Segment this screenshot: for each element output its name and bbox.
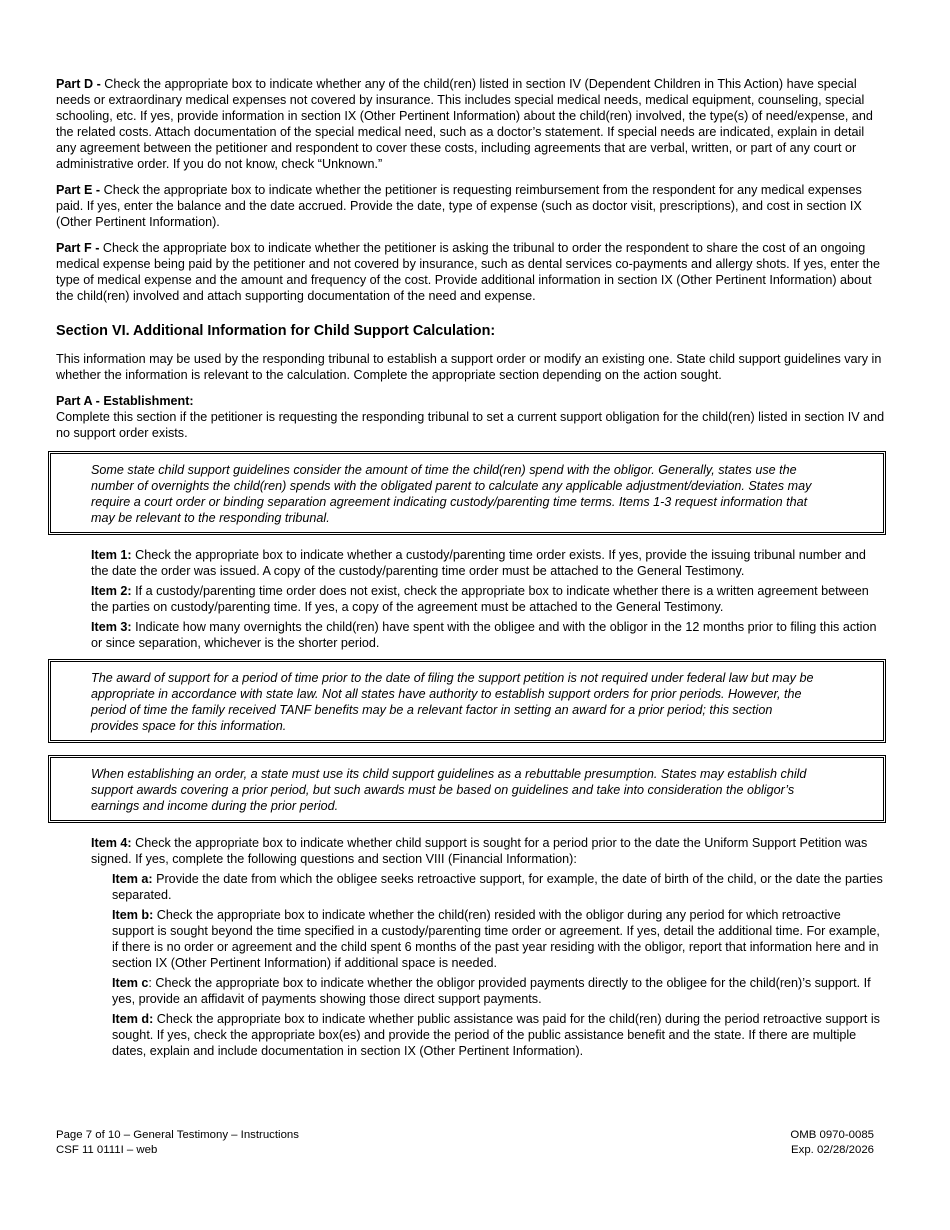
footer-left xyxy=(56,1128,299,1158)
item-1-text: Check the appropriate box to indicate whether a custody/parenting time order exists. If yes, provide the issuing tribunal number and the date the order was issued. A copy of the custody/parenting time order must be attached to the General Testimony. xyxy=(91,548,866,578)
guidelines-text: When establishing an order, a state must use its child support guidelines as a rebuttable presumption. States may establish child support awards covering a prior period, but such awards must be based on guidelines and take into consideration the obligor’s earnings and income during the prior period. xyxy=(91,767,807,813)
item-c xyxy=(112,975,886,1007)
prior-period-text: The award of support for a period of time prior to the date of filing the support petition is not required under federal law but may be appropriate in accordance with state law. Not all states have authority to establish support orders for prior periods. However, the period of time the family received TANF benefits may be a relevant factor in setting an award for a prior period; this section provides space for this information. xyxy=(91,671,814,733)
item-b xyxy=(112,907,886,971)
footer-right xyxy=(790,1128,874,1158)
item-2 xyxy=(91,583,886,615)
item-c-label: Item c xyxy=(112,976,149,990)
item-d-text: Check the appropriate box to indicate whether public assistance was paid for the child(ren) during the period retroactive support is sought. If yes, check the appropriate box(es) and provide the period of the public assistance benefit and the state. If there are multiple dates, explain and include documentation in section IX (Other Pertinent Information). xyxy=(112,1012,880,1058)
footer-form-id: CSF 11 0111I – web xyxy=(56,1144,158,1156)
part-f-text: Check the appropriate box to indicate whether the petitioner is asking the tribunal to order the respondent to share the cost of an ongoing medical expense being paid by the petitioner and not covered by insurance, such as dental services co-payments and allergy shots. If yes, enter the type of medical expense and the amount and frequency of the cost. Provide additional information in section IX (Other Pertinent Information) about the child(ren) involved and attach supporting documentation of the need and expense. xyxy=(56,241,880,303)
custody-guidance-box xyxy=(48,451,886,535)
part-e-paragraph xyxy=(56,182,886,230)
item-1 xyxy=(91,547,886,579)
part-f-label: Part F - xyxy=(56,241,100,255)
item-a xyxy=(112,871,886,903)
item-4-text: Check the appropriate box to indicate whether child support is sought for a period prior to the date the Uniform Support Petition was signed. If yes, complete the following questions and section VIII (Financial Information): xyxy=(91,836,868,866)
item-d-label: Item d: xyxy=(112,1012,154,1026)
part-d-paragraph xyxy=(56,76,886,172)
item-4-label: Item 4: xyxy=(91,836,132,850)
item-a-text: Provide the date from which the obligee seeks retroactive support, for example, the date of birth of the child, or the date the parties separated. xyxy=(112,872,883,902)
footer-omb-number: OMB 0970-0085 xyxy=(790,1129,874,1141)
item-4 xyxy=(91,835,886,867)
part-f-paragraph xyxy=(56,240,886,304)
custody-guidance-text: Some state child support guidelines consider the amount of time the child(ren) spend with the obligor. Generally, states use the number of overnights the child(ren) spends with the obligated parent to calculate any applicable adjustment/deviation. States may require a court order or binding separation agreement indicating custody/parenting time terms. Items 1-3 request information that may be relevant to the responding tribunal. xyxy=(91,463,812,525)
guidelines-box xyxy=(48,755,886,823)
item-2-text: If a custody/parenting time order does not exist, check the appropriate box to indicate whether there is a written agreement between the parties on custody/parenting time. If yes, a copy of the agreement must be attached to the General Testimony. xyxy=(91,584,869,614)
item-a-label: Item a: xyxy=(112,872,153,886)
part-d-text: Check the appropriate box to indicate whether any of the child(ren) listed in section IV (Dependent Children in This Action) have special needs or extraordinary medical expenses not covered by insurance. This includes special medical needs, medical equipment, counseling, special schooling, etc. If yes, provide information in section IX (Other Pertinent Information) about the child(ren) involved, the type(s) of need/expense, and the related costs. Attach documentation of the special medical need, such as a doctor’s statement. If special needs are indicated, explain in detail any agreement between the petitioner and respondent to cover these costs, including agreements that are verbal, written, or part of any court or administrative order. If you do not know, check “Unknown.” xyxy=(56,77,873,171)
part-a-heading: Part A - Establishment: xyxy=(56,394,194,408)
prior-period-box xyxy=(48,659,886,743)
item-b-label: Item b: xyxy=(112,908,154,922)
item-1-label: Item 1: xyxy=(91,548,132,562)
item-3 xyxy=(91,619,886,651)
item-3-text: Indicate how many overnights the child(ren) have spent with the obligee and with the obligor in the 12 months prior to filing this action or since separation, whichever is the shorter period. xyxy=(91,620,877,650)
part-a-intro: Complete this section if the petitioner is requesting the responding tribunal to set a current support obligation for the child(ren) listed in section IV and no support order exists. xyxy=(56,410,885,440)
section-vi-heading: Section VI. Additional Information for Child Support Calculation: xyxy=(56,323,496,339)
section-vi-intro: This information may be used by the responding tribunal to establish a support order or modify an existing one. State child support guidelines vary in whether the information is relevant to the calculation. Complete the appropriate section depending on the action sought. xyxy=(56,352,882,382)
item-c-text: : Check the appropriate box to indicate whether the obligor provided payments directly to the obligee for the child(ren)’s support. If yes, provide an affidavit of payments showing those direct support payments. xyxy=(112,976,871,1006)
part-e-text: Check the appropriate box to indicate whether the petitioner is requesting reimbursement from the respondent for any medical expenses paid. If yes, enter the balance and the date accrued. Provide the date, type of expense (such as doctor visit, prescriptions), and cost in section IX (Other Pertinent Information). xyxy=(56,183,862,229)
item-3-label: Item 3: xyxy=(91,620,132,634)
footer-page-number: Page 7 of 10 – General Testimony – Instructions xyxy=(56,1129,299,1141)
part-e-label: Part E - xyxy=(56,183,101,197)
item-2-label: Item 2: xyxy=(91,584,132,598)
part-d-label: Part D - xyxy=(56,77,101,91)
item-b-text: Check the appropriate box to indicate whether the child(ren) resided with the obligor during any period for which retroactive support is sought beyond the time specified in a custody/parenting time order or agreement. If yes, detail the additional time. For example, if there is no order or agreement and the child spent 6 months of the past year residing with the obligor, report that information here and in section IX (Other Pertinent Information) if additional space is needed. xyxy=(112,908,880,970)
document-body xyxy=(56,76,886,1063)
item-d xyxy=(112,1011,886,1059)
footer-expiration: Exp. 02/28/2026 xyxy=(791,1144,874,1156)
